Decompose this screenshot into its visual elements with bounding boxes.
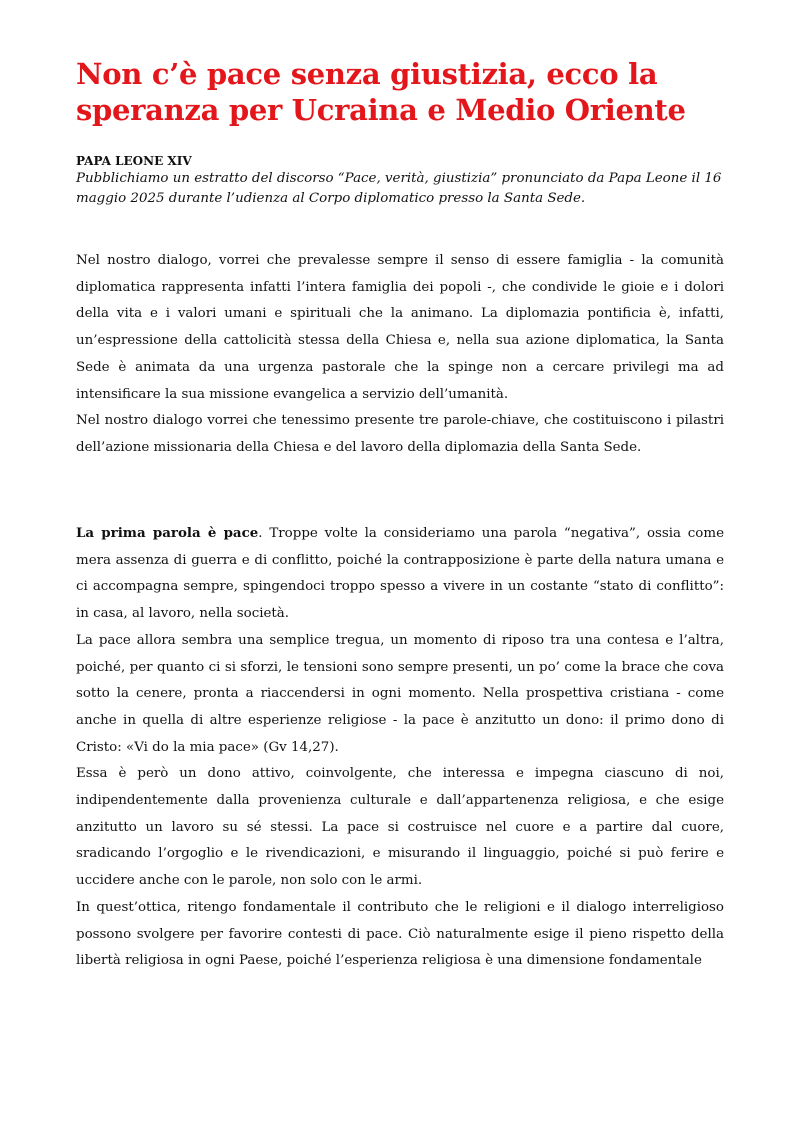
article-section-2 — [76, 520, 724, 975]
paragraph: Nel nostro dialogo vorrei che tenessimo presente tre parole-chiave, che costituiscono i pilastri dell’azione missionaria della Chiesa e del lavoro della diplomazia della Santa Sede. — [76, 413, 724, 455]
article-intro: Pubblichiamo un estratto del discorso “Pace, verità, giustizia” pronunciato da Papa Leone il 16 maggio 2025 durante l’udienza al Corpo diplomatico presso la Santa Sede. — [76, 171, 722, 206]
paragraph: In quest’ottica, ritengo fondamentale il contributo che le religioni e il dialogo interreligioso possono svolgere per favorire contesti di pace. Ciò naturalmente esige il pieno rispetto della libertà religiosa in ogni Paese, poiché l’esperienza religiosa è una dimensione fondamentale — [76, 899, 724, 969]
paragraph: Essa è però un dono attivo, coinvolgente, che interessa e impegna ciascuno di noi, indipendentemente dalla provenienza culturale e dall’appartenenza religiosa, e che esige anzitutto un lavoro su sé stessi. La pace si costruisce nel cuore e a partire dal cuore, sradicando l’orgoglio e le rivendicazioni, e misurando il linguaggio, poiché si può ferire e uccidere anche con le parole, non solo con le armi. — [76, 766, 724, 889]
paragraph: Nel nostro dialogo, vorrei che prevalesse sempre il senso di essere famiglia - la comunità diplomatica rappresenta infatti l’intera famiglia dei popoli -, che condivide le gioie e i dolori della vita e i valori umani e spirituali che la animano. La diplomazia pontificia è, infatti, un’espressione della cattolicità stessa della Chiesa e, nella sua azione diplomatica, la Santa Sede è animata da una urgenza pastorale che la spinge non a cercare privilegi ma ad intensificare la sua missione evangelica a servizio dell’umanità. — [76, 253, 724, 402]
paragraph: La pace allora sembra una semplice tregua, un momento di riposo tra una contesa e l’altra, poiché, per quanto ci si sforzi, le tensioni sono sempre presenti, un po’ come la brace che cova sotto la cenere, pronta a riaccendersi in ogni momento. Nella prospettiva cristiana - come anche in quella di altre esperienze religiose - la pace è anzitutto un dono: il primo dono di Cristo: «Vi do la mia pace» (Gv 14,27). — [76, 632, 724, 755]
article-title: Non c’è pace senza giustizia, ecco la speranza per Ucraina e Medio Oriente — [76, 57, 686, 127]
article-section-1 — [76, 248, 724, 462]
paragraph — [76, 520, 724, 628]
section-lead: La prima parola è pace — [76, 525, 259, 541]
section-lead-continuation: . Troppe volte la consideriamo una parola “negativa”, ossia come mera assenza di guerra e di conflitto, poiché la contrapposizione è parte della natura umana e ci accompagna sempre, spingendoci troppo spesso a vivere in un costante “stato di conflitto”: in casa, al lavoro, nella società. — [76, 526, 724, 622]
article-author: PAPA LEONE XIV — [76, 154, 192, 168]
